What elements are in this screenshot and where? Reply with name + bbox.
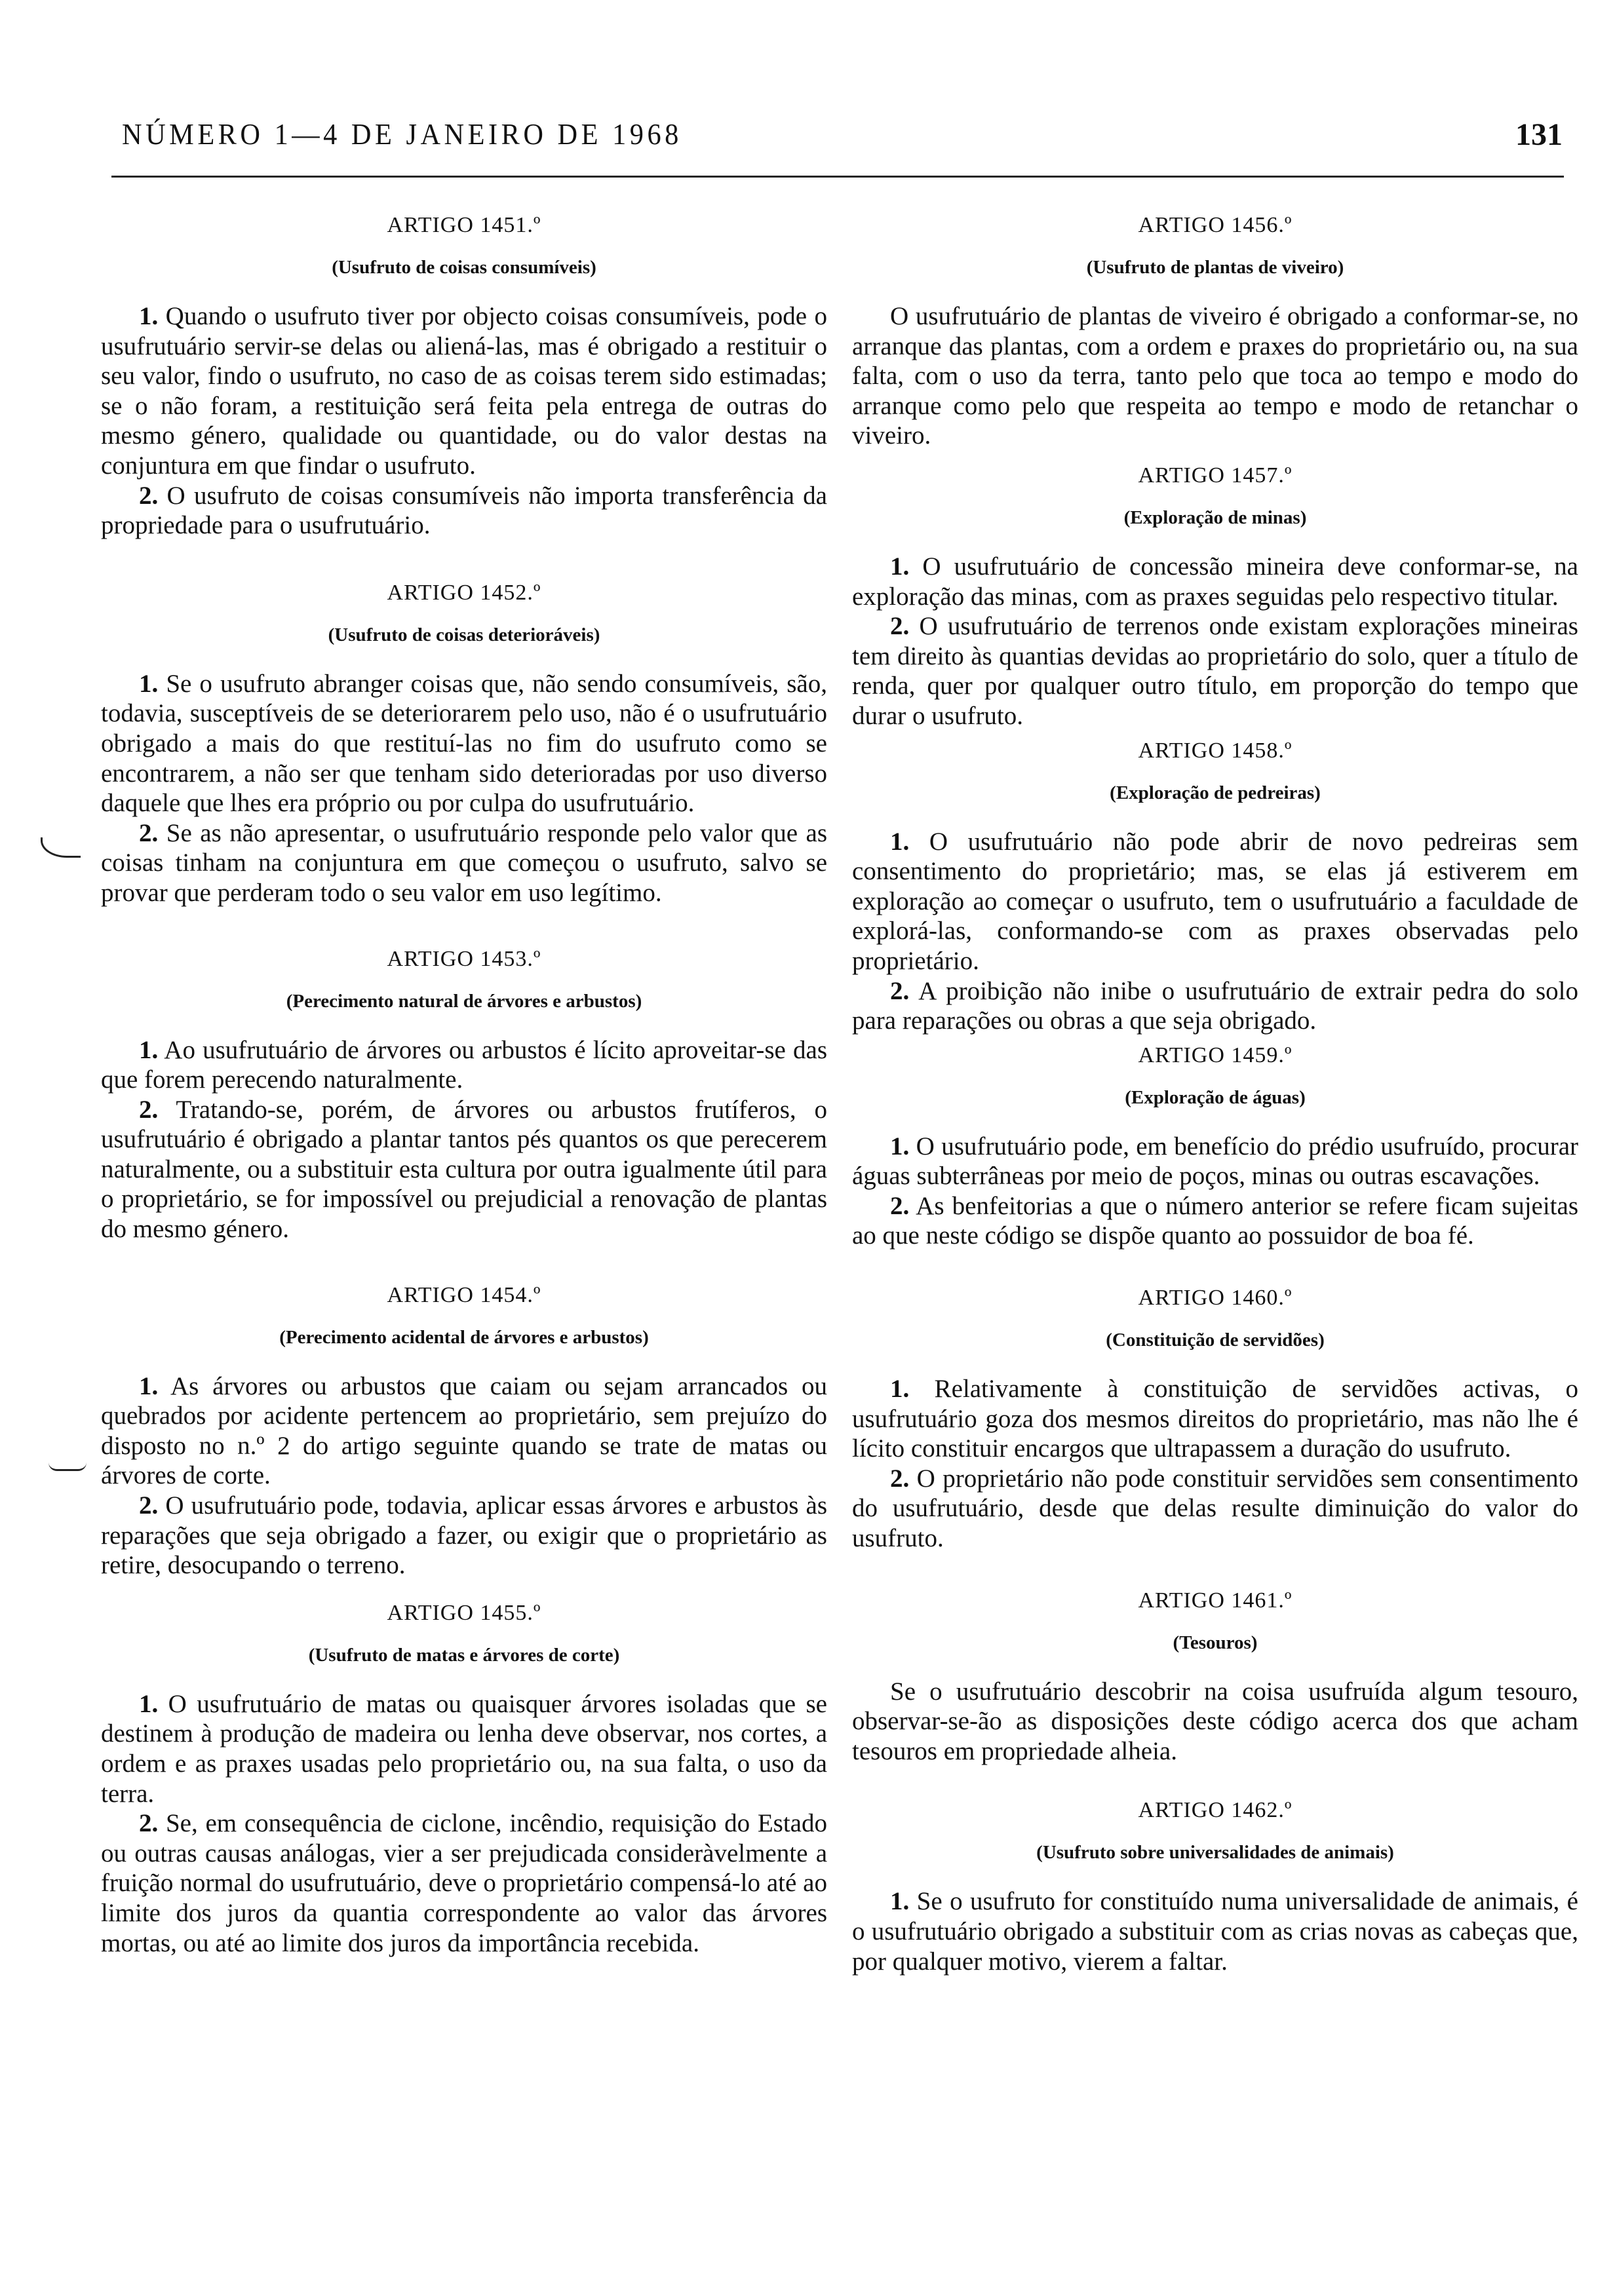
paragraph-number: 2. [890, 976, 910, 1005]
paragraph-text: O usufrutuário de concessão mineira deve conformar-se, na exploração das minas, com as praxes seguidas pelo respectivo titular. [852, 552, 1578, 611]
article-subtitle: (Exploração de minas) [1123, 507, 1307, 528]
paragraph [101, 1491, 827, 1580]
paragraph-text: Se o usufruto abranger coisas que, não sendo consumíveis, são, todavia, susceptíveis de se deteriorarem pelo uso, não é o usufrutuário obrigado a mais do que restituí-las no fim do usufruto como se encontrarem, a não ser que tenham sido deterioradas por uso diverso daquele que lhes era próprio ou por culpa do usufrutuário. [101, 669, 827, 818]
paragraph-number: 1. [890, 552, 910, 581]
paragraph [101, 481, 827, 541]
header-rule [111, 176, 1564, 178]
article-title: ARTIGO 1460.º [1138, 1286, 1293, 1311]
article-title: ARTIGO 1456.º [1138, 213, 1293, 237]
article-subtitle: (Perecimento natural de árvores e arbustos) [286, 990, 642, 1012]
paragraph-number: 1. [890, 1887, 910, 1916]
paragraph [101, 1095, 827, 1244]
article-subtitle: (Usufruto de coisas consumíveis) [332, 257, 596, 278]
article-title: ARTIGO 1457.º [1138, 463, 1293, 488]
article-1456 [852, 212, 1578, 451]
page-number: 131 [1515, 117, 1563, 152]
paragraph [852, 611, 1578, 731]
article-1461 [852, 1588, 1578, 1767]
article-title: ARTIGO 1461.º [1138, 1588, 1293, 1613]
margin-mark [49, 1463, 87, 1471]
paragraph-number: 1. [890, 1375, 910, 1404]
article-1457 [852, 463, 1578, 731]
article-1455 [101, 1600, 827, 1958]
paragraph [852, 1374, 1578, 1464]
article-subtitle: (Usufruto de matas e árvores de corte) [308, 1644, 620, 1666]
paragraph-text: Se as não apresentar, o usufrutuário responde pelo valor que as coisas tinham na conjuntura em que começou o usufruto, salvo se provar que perderam todo o seu valor em uso legítimo. [101, 818, 827, 907]
paragraph-text: O usufrutuário pode, em benefício do prédio usufruído, procurar águas subterrâneas por meio de poços, minas ou outras escavações. [852, 1132, 1578, 1191]
article-subtitle: (Constituição de servidões) [1106, 1330, 1325, 1351]
article-title: ARTIGO 1458.º [1138, 738, 1293, 763]
paragraph [852, 301, 1578, 451]
article-subtitle: (Usufruto de plantas de viveiro) [1086, 257, 1344, 278]
article-subtitle: (Exploração de águas) [1125, 1086, 1306, 1108]
article-1454 [101, 1282, 827, 1580]
paragraph-text: As árvores ou arbustos que caiam ou sejam arrancados ou quebrados por acidente pertencem ao proprietário, sem prejuízo do disposto no n.º 2 do artigo seguinte quando se trate de matas ou árvores de corte. [101, 1371, 827, 1490]
article-1459 [852, 1043, 1578, 1251]
paragraph-text: O usufrutuário não pode abrir de novo pedreiras sem consentimento do proprietário; mas, se elas já estiverem em exploração ao começar o usufruto, tem o usufrutuário a faculdade de explorá-las, conformando-se com as praxes observadas pelo proprietário. [852, 827, 1578, 975]
paragraph-text: O usufrutuário pode, todavia, aplicar essas árvores e arbustos às reparações que seja obrigado a fazer, ou exigir que o proprietário as retire, desocupando o terreno. [101, 1491, 827, 1580]
paragraph [852, 552, 1578, 611]
article-title: ARTIGO 1452.º [387, 580, 541, 605]
paragraph-number: 1. [139, 302, 159, 330]
article-subtitle: (Exploração de pedreiras) [1110, 782, 1321, 803]
paragraph-number: 1. [139, 1689, 159, 1718]
article-subtitle: (Usufruto sobre universalidades de animais) [1036, 1842, 1394, 1864]
paragraph-number: 1. [139, 1371, 159, 1400]
article-title: ARTIGO 1451.º [387, 213, 541, 237]
paragraph-text: O usufrutuário de matas ou quaisquer árvores isoladas que se destinem à produção de madeira ou lenha deve observar, nos cortes, a ordem e as praxes usadas pelo proprietário ou, na sua falta, o uso da terra. [101, 1689, 827, 1808]
paragraph [852, 1191, 1578, 1251]
paragraph-text: O proprietário não pode constituir servidões sem consentimento do usufrutuário, desde que delas resulte diminuição do valor do usufruto. [852, 1464, 1578, 1553]
paragraph [101, 1035, 827, 1095]
paragraph [101, 669, 827, 818]
paragraph-text: A proibição não inibe o usufrutuário de extrair pedra do solo para reparações ou obras a que seja obrigado. [852, 976, 1578, 1035]
paragraph-text: Quando o usufruto tiver por objecto coisas consumíveis, pode o usufrutuário servir-se delas ou aliená-las, mas é obrigado a restituir o seu valor, findo o usufruto, no caso de as coisas terem sido estimadas; se o não foram, a restituição será feita pela entrega de outras do mesmo género, qualidade ou quantidade, ou do valor destas na conjuntura em que findar o usufruto. [101, 302, 827, 480]
article-subtitle: (Perecimento acidental de árvores e arbustos) [279, 1326, 649, 1348]
article-1453 [101, 946, 827, 1244]
paragraph [852, 976, 1578, 1036]
paragraph [101, 1808, 827, 1958]
paragraph [852, 1677, 1578, 1767]
paragraph-number: 2. [139, 818, 159, 847]
article-title: ARTIGO 1453.º [387, 946, 541, 971]
article-1458 [852, 738, 1578, 1036]
article-1462 [852, 1797, 1578, 1976]
paragraph [101, 1371, 827, 1491]
issue-date: NÚMERO 1—4 DE JANEIRO DE 1968 [122, 117, 682, 151]
paragraph-number: 2. [890, 612, 910, 641]
paragraph-number: 1. [890, 1132, 910, 1160]
paragraph-text: Se, em consequência de ciclone, incêndio, requisição do Estado ou outras causas análogas, vier a ser prejudicada consideràvelmente a fruição normal do usufrutuário, deve o proprietário compensá-lo até ao limite dos juros da quantia correspondente ao valor das árvores mortas, ou até ao limite dos juros da importância recebida. [101, 1809, 827, 1957]
paragraph-text: O usufrutuário de terrenos onde existam explorações mineiras tem direito às quantias devidas ao proprietário do solo, quer a título de renda, quer por qualquer outro título, em proporção do tempo que durar o usufruto. [852, 612, 1578, 730]
paragraph-text: As benfeitorias a que o número anterior se refere ficam sujeitas ao que neste código se dispõe quanto ao possuidor de boa fé. [852, 1191, 1578, 1250]
left-column [101, 197, 827, 1958]
article-title: ARTIGO 1459.º [1138, 1043, 1293, 1067]
paragraph-text: O usufruto de coisas consumíveis não importa transferência da propriedade para o usufrutuário. [101, 481, 827, 540]
paragraph-number: 2. [139, 481, 159, 510]
paragraph-number: 2. [890, 1464, 910, 1493]
paragraph-number: 2. [139, 1809, 159, 1838]
paragraph-number: 1. [139, 669, 159, 698]
paragraph-number: 2. [890, 1191, 910, 1220]
paragraph-text: O usufrutuário de plantas de viveiro é obrigado a conformar-se, no arranque das plantas, com a ordem e praxes do proprietário ou, na sua falta, com o uso da terra, tanto pelo que toca ao tempo e modo do arranque como pelo que respeita ao tempo e modo de retanchar o viveiro. [852, 302, 1578, 450]
article-subtitle: (Usufruto de coisas deterioráveis) [328, 624, 600, 645]
article-title: ARTIGO 1454.º [387, 1282, 541, 1307]
paragraph-text: Se o usufruto for constituído numa universalidade de animais, é o usufrutuário obrigado a substituir com as crias novas as cabeças que, por qualquer motivo, vierem a faltar. [852, 1887, 1578, 1976]
article-1460 [852, 1285, 1578, 1554]
paragraph [852, 1886, 1578, 1976]
article-1451 [101, 212, 827, 541]
paragraph-text: Ao usufrutuário de árvores ou arbustos é lícito aproveitar-se das que forem perecendo naturalmente. [101, 1035, 827, 1094]
paragraph-number: 2. [139, 1095, 159, 1124]
paragraph-text: Relativamente à constituição de servidões activas, o usufrutuário goza dos mesmos direitos do proprietário, mas não lhe é lícito constituir encargos que ultrapassem a duração do usufruto. [852, 1375, 1578, 1463]
paragraph [852, 827, 1578, 976]
article-1452 [101, 580, 827, 908]
article-title: ARTIGO 1455.º [387, 1600, 541, 1625]
page-header [122, 117, 1563, 163]
paragraph [101, 1689, 827, 1808]
paragraph-text: Se o usufrutuário descobrir na coisa usufruída algum tesouro, observar-se-ão as disposições deste código acerca dos que acham tesouros em propriedade alheia. [852, 1677, 1578, 1765]
paragraph [852, 1464, 1578, 1554]
article-subtitle: (Tesouros) [1173, 1632, 1258, 1653]
paragraph [852, 1132, 1578, 1191]
margin-mark [41, 837, 81, 858]
paragraph-number: 1. [139, 1035, 159, 1064]
right-column [852, 197, 1578, 1976]
paragraph [101, 818, 827, 908]
paragraph-text: Tratando-se, porém, de árvores ou arbustos frutíferos, o usufrutuário é obrigado a plantar tantos pés quantos os que perecerem naturalmente, ou a substituir esta cultura por outra igualmente útil para o proprietário, se for impossível ou prejudicial a renovação de plantas do mesmo género. [101, 1095, 827, 1244]
paragraph [101, 301, 827, 481]
paragraph-number: 2. [139, 1491, 159, 1520]
paragraph-number: 1. [890, 827, 910, 856]
article-title: ARTIGO 1462.º [1138, 1798, 1293, 1823]
